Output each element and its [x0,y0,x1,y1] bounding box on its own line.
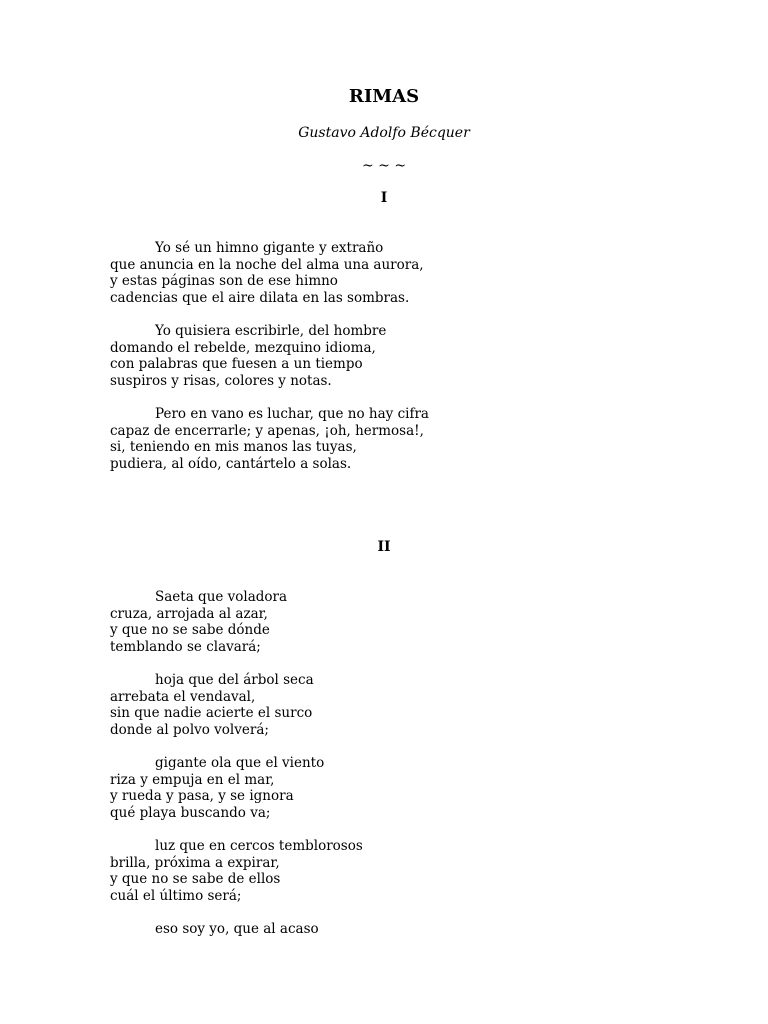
verse-line: Yo quisiera escribirle, del hombre [155,322,387,339]
title-separator: ~ ~ ~ [361,158,407,174]
verse-line: capaz de encerrarle; y apenas, ¡oh, hermosa!, [110,422,424,439]
verse-line: temblando se clavará; [110,638,261,655]
verse-line: cruza, arrojada al azar, [110,605,268,622]
verse-line: luz que en cercos temblorosos [155,837,363,854]
verse-line: arrebata el vendaval, [110,688,256,705]
verse-line: hoja que del árbol seca [155,671,314,688]
verse-line: y que no se sabe dónde [110,622,270,639]
verse-line: si, teniendo en mis manos las tuyas, [110,439,357,456]
poem-i-body [110,240,670,489]
poem-ii-stanza-4 [110,838,670,904]
verse-line: que anuncia en la noche del alma una aurora, [110,256,424,273]
verse-line: y rueda y pasa, y se ignora [110,788,294,805]
verse-line: qué playa buscando va; [110,804,271,821]
verse-line: domando el rebelde, mezquino idioma, [110,339,376,356]
document-author: Gustavo Adolfo Bécquer [298,125,470,141]
verse-line: brilla, próxima a expirar, [110,854,280,871]
verse-line: Yo sé un himno gigante y extraño [155,240,384,256]
verse-line: suspiros y risas, colores y notas. [110,372,332,389]
verse-line: eso soy yo, que al acaso [155,920,319,937]
verse-line: cadencias que el aire dilata en las sombras. [110,289,410,306]
verse-line: con palabras que fuesen a un tiempo [110,356,363,373]
poem-ii-stanza-5 [110,921,670,938]
poem-ii-body [110,589,670,954]
poem-i-stanza-3 [110,406,670,472]
verse-line: y que no se sabe de ellos [110,871,281,888]
verse-line: Saeta que voladora [155,589,288,605]
poem-numeral-ii: II [377,539,391,555]
verse-line: gigante ola que el viento [155,754,325,771]
poem-i-stanza-1 [110,240,670,306]
document-title: RIMAS [348,86,420,107]
poem-ii-stanza-2 [110,672,670,738]
verse-line: pudiera, al oído, cantártelo a solas. [110,455,352,472]
verse-line: cuál el último será; [110,887,242,904]
verse-line: donde al polvo volverá; [110,721,269,738]
poem-numeral-i: I [380,190,388,206]
verse-line: y estas páginas son de ese himno [110,273,338,290]
verse-line: Pero en vano es luchar, que no hay cifra [155,405,429,422]
poem-i-stanza-2 [110,323,670,389]
poem-ii-stanza-3 [110,755,670,821]
verse-line: sin que nadie acierte el surco [110,705,313,722]
verse-line: riza y empuja en el mar, [110,771,275,788]
poem-ii-stanza-1 [110,589,670,655]
